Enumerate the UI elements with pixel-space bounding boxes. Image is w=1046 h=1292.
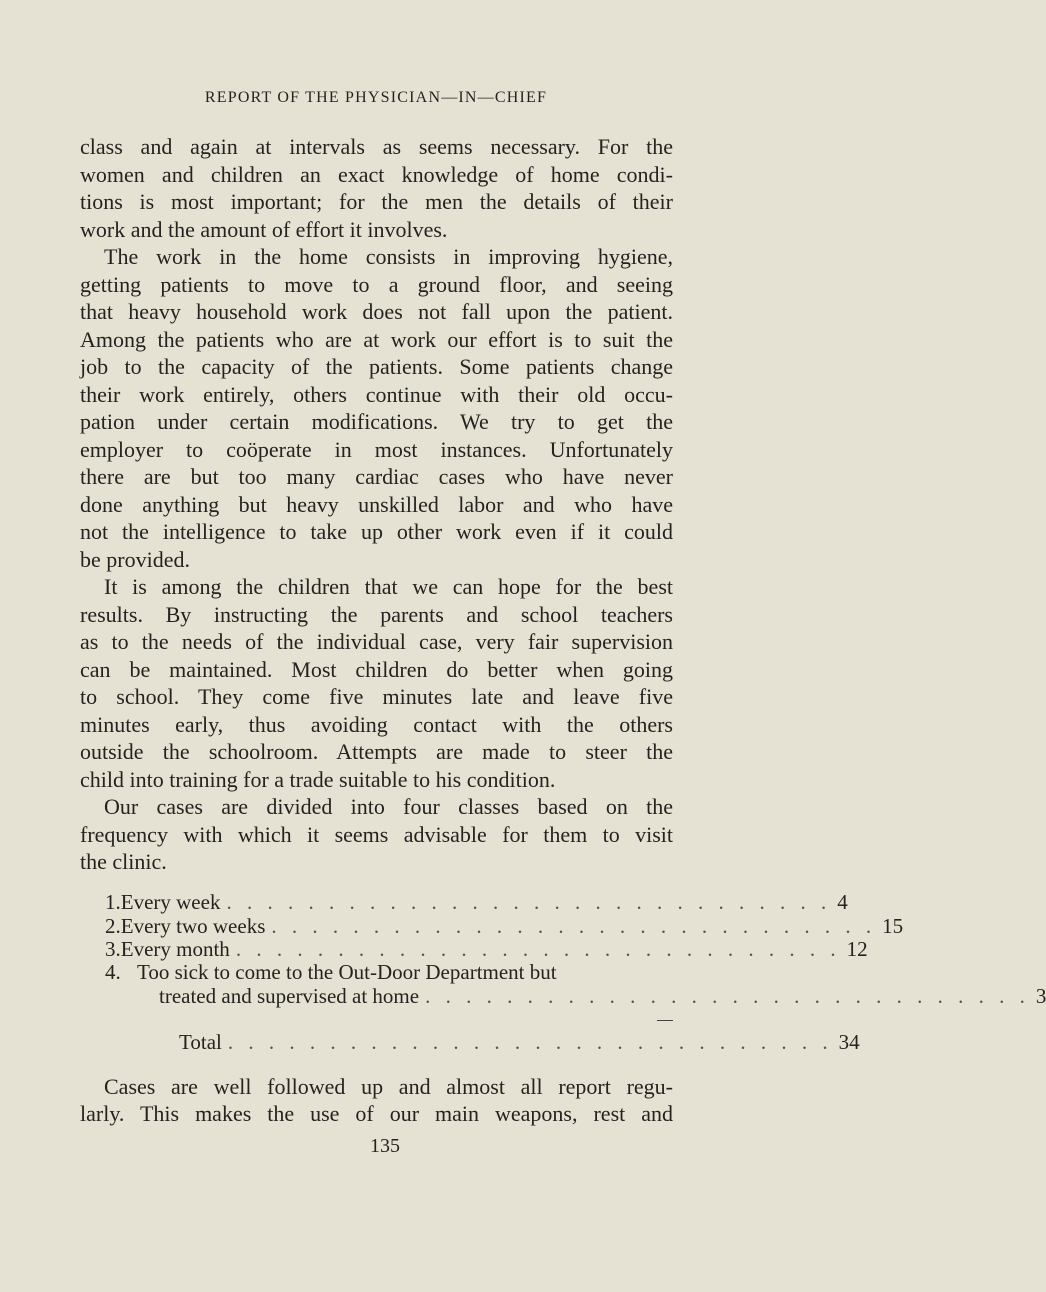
text-line: It is among the children that we can hope for the best (104, 574, 673, 599)
text-line: frequency with which it seems advisable for them to visit (80, 821, 673, 847)
closing-line: Cases are well followed up and almost all report regu- (104, 1074, 673, 1099)
text-line: results. By instructing the parents and school teachers (80, 601, 673, 627)
dot-leader: . . . . . . . . . . . . . . . . . . . . . . . . . . . . . . (425, 984, 1030, 1008)
list-item-continuation (159, 984, 1046, 1009)
text-line: job to the capacity of the patients. Some patients change (80, 354, 673, 379)
text-line: pation under certain modifications. We try to get the (80, 409, 673, 434)
text-line: not the intelligence to take up other work even if it could (80, 519, 673, 544)
closing-line: larly. This makes the use of our main weapons, rest and (80, 1101, 673, 1126)
text-line: The work in the home consists in improving hygiene, (104, 244, 673, 269)
text-line: that heavy household work does not fall upon the patient. (80, 299, 673, 324)
text-line: Among the patients who are at work our effort is to suit the (80, 326, 673, 352)
list-item (105, 961, 673, 985)
item-label: treated and supervised at home (159, 984, 420, 1008)
dot-leader: . . . . . . . . . . . . . . . . . . . . . . . . . . . . . . (227, 1030, 833, 1054)
text-line: outside the schoolroom. Attempts are made to steer the (80, 739, 673, 764)
item-label: Every month (120, 937, 230, 961)
text-line: class and again at intervals as seems necessary. For the (80, 134, 673, 159)
text-line: minutes early, thus avoiding contact with the others (80, 711, 673, 737)
item-label: Every week (120, 890, 221, 914)
text-line: Our cases are divided into four classes based on the (104, 794, 673, 819)
list-item (105, 937, 868, 962)
text-line: tions is most important; for the men the details of their (80, 189, 673, 214)
total-value: 34 (838, 1030, 860, 1054)
total-label: Total (179, 1030, 222, 1054)
text-line: be provided. (80, 546, 190, 572)
text-line: to school. They come five minutes late and leave five (80, 684, 673, 709)
dot-leader: . . . . . . . . . . . . . . . . . . . . . . . . . . . . . . (271, 914, 877, 938)
item-value: 4 (837, 890, 848, 914)
text-line: work and the amount of effort it involves. (80, 216, 448, 242)
running-header: REPORT OF THE PHYSICIAN—IN—CHIEF (204, 89, 548, 106)
list-item (105, 914, 904, 939)
item-number: 4. (105, 960, 121, 984)
text-line: there are but too many cardiac cases who have never (80, 464, 673, 489)
total-row (179, 1030, 860, 1055)
item-value: 15 (882, 914, 904, 938)
item-label: Every two weeks (120, 914, 266, 938)
text-line: getting patients to move to a ground floor, and seeing (80, 271, 673, 297)
text-line: employer to coöperate in most instances. Unfortunately (80, 436, 673, 462)
dot-leader: . . . . . . . . . . . . . . . . . . . . . . . . . . . . . . (235, 937, 841, 961)
text-line: women and children an exact knowledge of home condi- (80, 161, 673, 187)
page-number: 135 (370, 1135, 400, 1157)
text-line: child into training for a trade suitable to his condition. (80, 766, 556, 792)
list-item (105, 890, 848, 915)
text-line: can be maintained. Most children do better when going (80, 656, 673, 682)
item-number: 1. (105, 890, 121, 914)
item-label: Too sick to come to the Out-Door Department but (137, 960, 557, 984)
text-line: their work entirely, others continue with their old occu- (80, 381, 673, 407)
item-value: 3 (1035, 984, 1046, 1008)
item-number: 3. (105, 937, 121, 961)
text-line: the clinic. (80, 849, 167, 874)
item-number: 2. (105, 914, 121, 938)
sum-rule (657, 1020, 673, 1021)
text-line: done anything but heavy unskilled labor and who have (80, 491, 673, 517)
item-value: 12 (846, 937, 868, 961)
text-line: as to the needs of the individual case, very fair supervision (80, 629, 673, 654)
dot-leader: . . . . . . . . . . . . . . . . . . . . . . . . . . . . . . (226, 890, 832, 914)
